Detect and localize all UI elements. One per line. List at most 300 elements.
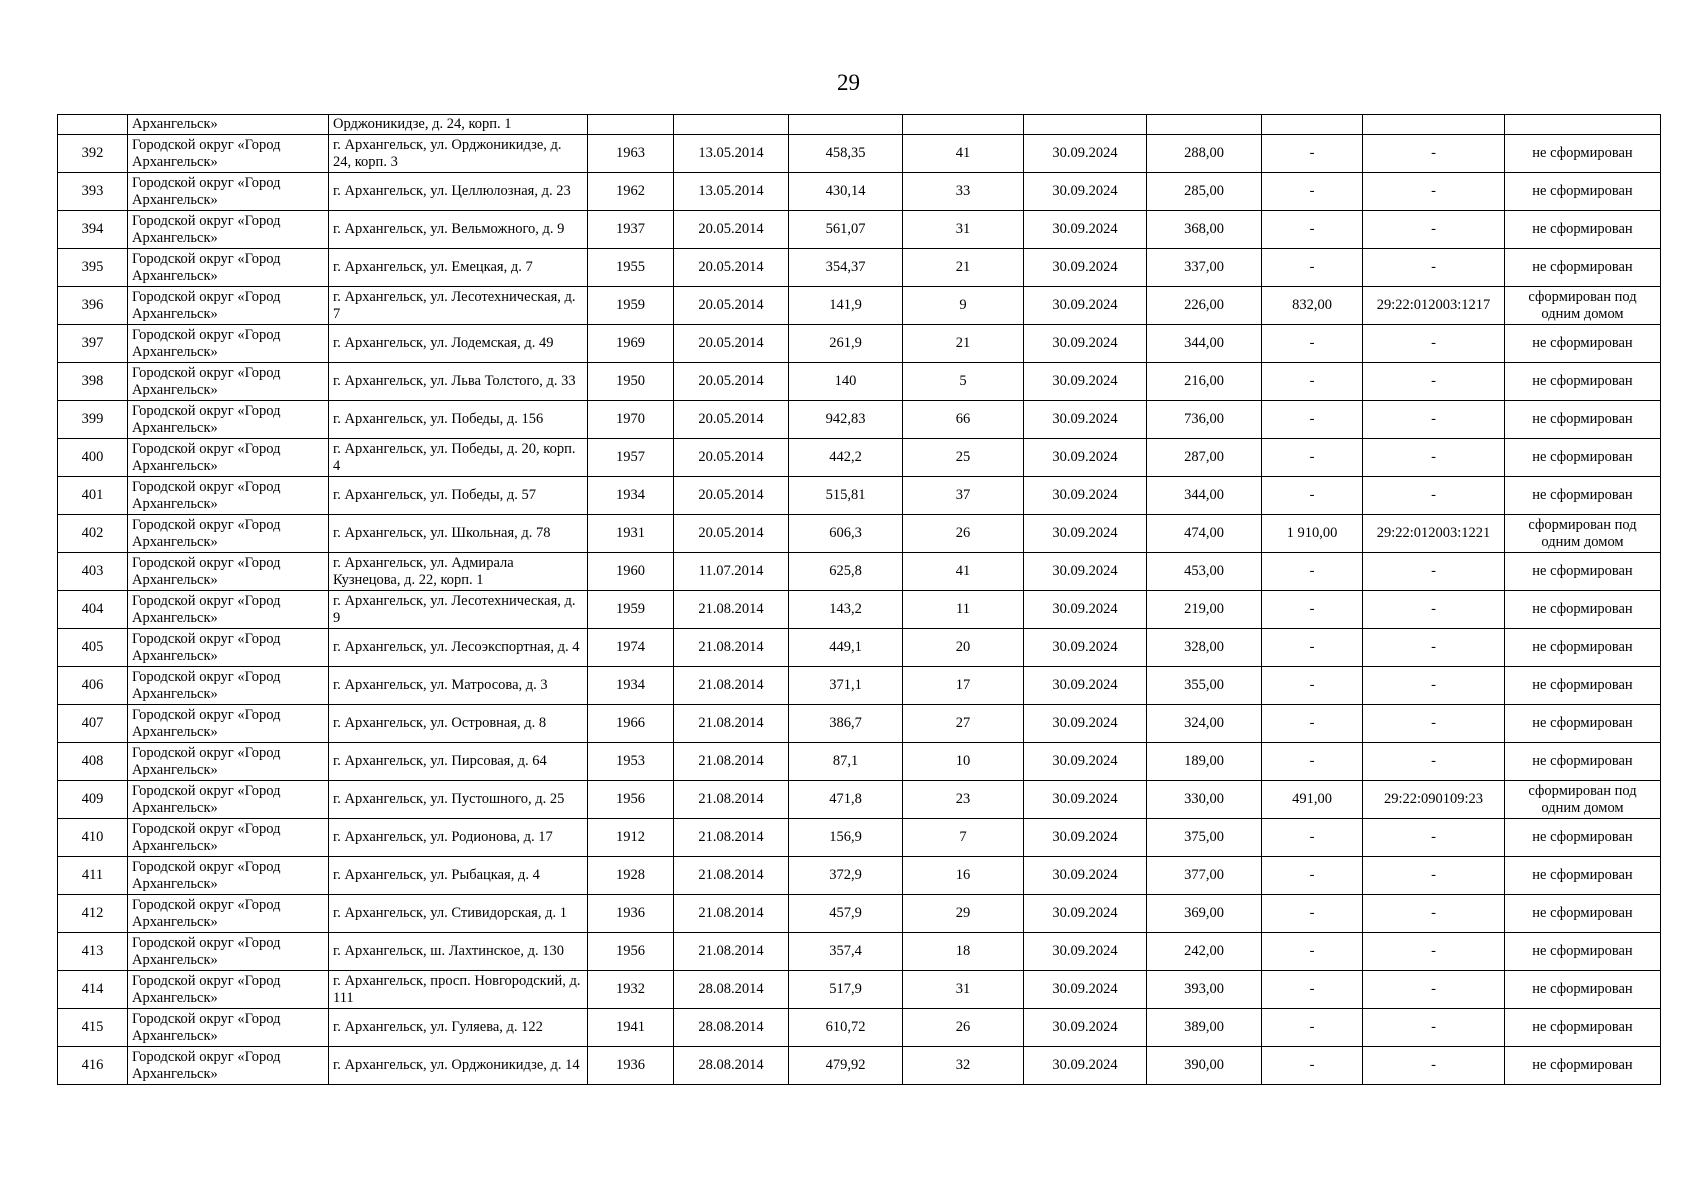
cell-status: не сформирован [1505, 553, 1661, 591]
table-row [58, 933, 1661, 971]
cell-num: 409 [58, 781, 128, 819]
cell-value: 377,00 [1147, 857, 1262, 895]
cell-cadastral: - [1363, 591, 1505, 629]
cell-address: г. Архангельск, ул. Матросова, д. 3 [329, 667, 588, 705]
cell-area: 515,81 [789, 477, 903, 515]
table-row [58, 857, 1661, 895]
cell-area: 517,9 [789, 971, 903, 1009]
cell-value: 736,00 [1147, 401, 1262, 439]
cell-area: 140 [789, 363, 903, 401]
cell-value: 390,00 [1147, 1047, 1262, 1085]
cell-address: г. Архангельск, ул. Победы, д. 20, корп. 4 [329, 439, 588, 477]
cell-status [1505, 115, 1661, 135]
cell-plot-area: - [1262, 933, 1363, 971]
cell-municipality: Городской округ «Город Архангельск» [128, 857, 329, 895]
cell-address: г. Архангельск, ул. Пирсовая, д. 64 [329, 743, 588, 781]
cell-residents: 16 [903, 857, 1024, 895]
cell-residents: 20 [903, 629, 1024, 667]
cell-address: г. Архангельск, ул. Пустошного, д. 25 [329, 781, 588, 819]
cell-residents: 33 [903, 173, 1024, 211]
cell-residents: 10 [903, 743, 1024, 781]
cell-residents: 31 [903, 971, 1024, 1009]
cell-num: 410 [58, 819, 128, 857]
cell-cadastral: - [1363, 135, 1505, 173]
cell-year: 1956 [588, 781, 674, 819]
cell-num: 402 [58, 515, 128, 553]
cell-value: 216,00 [1147, 363, 1262, 401]
cell-num: 415 [58, 1009, 128, 1047]
cell-date: 21.08.2014 [674, 667, 789, 705]
cell-cadastral: 29:22:012003:1217 [1363, 287, 1505, 325]
table-row [58, 439, 1661, 477]
cell-status: не сформирован [1505, 629, 1661, 667]
cell-year: 1953 [588, 743, 674, 781]
cell-residents: 32 [903, 1047, 1024, 1085]
cell-cadastral: - [1363, 971, 1505, 1009]
cell-status: не сформирован [1505, 971, 1661, 1009]
cell-residents: 26 [903, 515, 1024, 553]
cell-plot-area: - [1262, 743, 1363, 781]
cell-area: 457,9 [789, 895, 903, 933]
cell-value: 344,00 [1147, 477, 1262, 515]
cell-plot-area: - [1262, 401, 1363, 439]
cell-cadastral: 29:22:090109:23 [1363, 781, 1505, 819]
cell-cadastral: - [1363, 363, 1505, 401]
cell-plot-area: - [1262, 363, 1363, 401]
cell-value: 368,00 [1147, 211, 1262, 249]
cell-cadastral: - [1363, 819, 1505, 857]
cell-year: 1937 [588, 211, 674, 249]
cell-plot-area: - [1262, 895, 1363, 933]
cell-address: г. Архангельск, просп. Новгородский, д. 111 [329, 971, 588, 1009]
cell-status: не сформирован [1505, 1009, 1661, 1047]
cell-cadastral: - [1363, 477, 1505, 515]
table-row [58, 743, 1661, 781]
cell-year: 1932 [588, 971, 674, 1009]
cell-year: 1941 [588, 1009, 674, 1047]
cell-value: 288,00 [1147, 135, 1262, 173]
cell-municipality: Городской округ «Город Архангельск» [128, 743, 329, 781]
cell-plot-area: 491,00 [1262, 781, 1363, 819]
cell-residents: 21 [903, 325, 1024, 363]
cell-year: 1956 [588, 933, 674, 971]
cell-plot-area: 832,00 [1262, 287, 1363, 325]
cell-residents: 11 [903, 591, 1024, 629]
cell-plot-area: - [1262, 629, 1363, 667]
cell-year: 1963 [588, 135, 674, 173]
cell-deadline: 30.09.2024 [1024, 667, 1147, 705]
cell-cadastral: - [1363, 895, 1505, 933]
cell-residents: 27 [903, 705, 1024, 743]
cell-num: 413 [58, 933, 128, 971]
cell-area: 449,1 [789, 629, 903, 667]
cell-area: 430,14 [789, 173, 903, 211]
cell-value: 355,00 [1147, 667, 1262, 705]
cell-address: г. Архангельск, ул. Школьная, д. 78 [329, 515, 588, 553]
cell-municipality: Городской округ «Город Архангельск» [128, 515, 329, 553]
cell-municipality: Городской округ «Город Архангельск» [128, 553, 329, 591]
cell-deadline: 30.09.2024 [1024, 1009, 1147, 1047]
cell-cadastral: - [1363, 249, 1505, 287]
cell-cadastral: - [1363, 211, 1505, 249]
cell-address: г. Архангельск, ул. Родионова, д. 17 [329, 819, 588, 857]
cell-deadline: 30.09.2024 [1024, 857, 1147, 895]
cell-area: 442,2 [789, 439, 903, 477]
cell-plot-area [1262, 115, 1363, 135]
cell-value: 375,00 [1147, 819, 1262, 857]
cell-municipality: Городской округ «Город Архангельск» [128, 287, 329, 325]
cell-residents: 37 [903, 477, 1024, 515]
cell-date: 21.08.2014 [674, 705, 789, 743]
cell-year: 1950 [588, 363, 674, 401]
cell-value: 285,00 [1147, 173, 1262, 211]
cell-status: не сформирован [1505, 1047, 1661, 1085]
cell-area [789, 115, 903, 135]
table-row [58, 249, 1661, 287]
cell-address: г. Архангельск, ул. Вельможного, д. 9 [329, 211, 588, 249]
cell-area: 625,8 [789, 553, 903, 591]
cell-value: 189,00 [1147, 743, 1262, 781]
table-row [58, 591, 1661, 629]
cell-status: не сформирован [1505, 135, 1661, 173]
cell-area: 372,9 [789, 857, 903, 895]
cell-plot-area: - [1262, 249, 1363, 287]
table-row [58, 971, 1661, 1009]
cell-deadline: 30.09.2024 [1024, 401, 1147, 439]
cell-date: 20.05.2014 [674, 515, 789, 553]
cell-date: 20.05.2014 [674, 325, 789, 363]
cell-municipality: Городской округ «Город Архангельск» [128, 439, 329, 477]
cell-num: 416 [58, 1047, 128, 1085]
cell-address: г. Архангельск, ул. Рыбацкая, д. 4 [329, 857, 588, 895]
cell-municipality: Городской округ «Город Архангельск» [128, 1047, 329, 1085]
cell-residents: 21 [903, 249, 1024, 287]
cell-date: 28.08.2014 [674, 1047, 789, 1085]
cell-deadline: 30.09.2024 [1024, 629, 1147, 667]
cell-num: 399 [58, 401, 128, 439]
cell-plot-area: - [1262, 591, 1363, 629]
cell-address: г. Архангельск, ул. Орджоникидзе, д. 14 [329, 1047, 588, 1085]
cell-municipality: Городской округ «Город Архангельск» [128, 211, 329, 249]
cell-residents: 41 [903, 553, 1024, 591]
cell-date: 20.05.2014 [674, 439, 789, 477]
cell-date: 20.05.2014 [674, 211, 789, 249]
cell-num: 401 [58, 477, 128, 515]
cell-municipality: Городской округ «Город Архангельск» [128, 895, 329, 933]
cell-address: г. Архангельск, ул. Лесоэкспортная, д. 4 [329, 629, 588, 667]
cell-value: 219,00 [1147, 591, 1262, 629]
cell-plot-area: - [1262, 439, 1363, 477]
cell-cadastral: - [1363, 705, 1505, 743]
cell-plot-area: - [1262, 1047, 1363, 1085]
cell-year: 1962 [588, 173, 674, 211]
cell-date: 13.05.2014 [674, 173, 789, 211]
cell-value: 242,00 [1147, 933, 1262, 971]
table-row [58, 477, 1661, 515]
cell-area: 561,07 [789, 211, 903, 249]
cell-address: г. Архангельск, ул. Лодемская, д. 49 [329, 325, 588, 363]
table-row [58, 1009, 1661, 1047]
table-row [58, 1047, 1661, 1085]
cell-municipality: Городской округ «Город Архангельск» [128, 591, 329, 629]
table-row [58, 173, 1661, 211]
table-row [58, 667, 1661, 705]
cell-num: 407 [58, 705, 128, 743]
cell-area: 156,9 [789, 819, 903, 857]
cell-year: 1959 [588, 591, 674, 629]
cell-value: 393,00 [1147, 971, 1262, 1009]
cell-plot-area: - [1262, 1009, 1363, 1047]
cell-year: 1970 [588, 401, 674, 439]
cell-cadastral: - [1363, 439, 1505, 477]
cell-year: 1936 [588, 895, 674, 933]
cell-deadline: 30.09.2024 [1024, 743, 1147, 781]
table-row [58, 401, 1661, 439]
cell-area: 386,7 [789, 705, 903, 743]
cell-municipality: Городской округ «Город Архангельск» [128, 971, 329, 1009]
cell-deadline: 30.09.2024 [1024, 553, 1147, 591]
cell-cadastral: - [1363, 1009, 1505, 1047]
cell-cadastral: - [1363, 743, 1505, 781]
cell-status: не сформирован [1505, 743, 1661, 781]
cell-status: не сформирован [1505, 667, 1661, 705]
cell-value: 344,00 [1147, 325, 1262, 363]
table-row [58, 781, 1661, 819]
cell-status: не сформирован [1505, 705, 1661, 743]
cell-address: Орджоникидзе, д. 24, корп. 1 [329, 115, 588, 135]
cell-residents: 9 [903, 287, 1024, 325]
cell-value: 389,00 [1147, 1009, 1262, 1047]
table-row [58, 325, 1661, 363]
cell-year: 1959 [588, 287, 674, 325]
cell-date: 21.08.2014 [674, 895, 789, 933]
cell-value: 226,00 [1147, 287, 1262, 325]
cell-num: 392 [58, 135, 128, 173]
cell-plot-area: - [1262, 477, 1363, 515]
table-row [58, 515, 1661, 553]
cell-status: не сформирован [1505, 439, 1661, 477]
cell-status: не сформирован [1505, 363, 1661, 401]
cell-date: 21.08.2014 [674, 743, 789, 781]
cell-area: 354,37 [789, 249, 903, 287]
cell-cadastral: - [1363, 667, 1505, 705]
table-row [58, 895, 1661, 933]
cell-date: 21.08.2014 [674, 781, 789, 819]
cell-cadastral: - [1363, 401, 1505, 439]
cell-deadline: 30.09.2024 [1024, 933, 1147, 971]
continuation-row [58, 115, 1661, 135]
cell-municipality: Городской округ «Город Архангельск» [128, 363, 329, 401]
cell-cadastral: - [1363, 553, 1505, 591]
cell-deadline: 30.09.2024 [1024, 515, 1147, 553]
cell-deadline: 30.09.2024 [1024, 211, 1147, 249]
cell-value: 474,00 [1147, 515, 1262, 553]
cell-deadline: 30.09.2024 [1024, 1047, 1147, 1085]
cell-area: 357,4 [789, 933, 903, 971]
cell-value: 328,00 [1147, 629, 1262, 667]
cell-residents: 7 [903, 819, 1024, 857]
cell-municipality: Городской округ «Город Архангельск» [128, 135, 329, 173]
cell-address: г. Архангельск, ул. Лесотехническая, д. 7 [329, 287, 588, 325]
cell-date: 28.08.2014 [674, 1009, 789, 1047]
cell-value: 369,00 [1147, 895, 1262, 933]
cell-area: 606,3 [789, 515, 903, 553]
cell-residents: 29 [903, 895, 1024, 933]
cell-address: г. Архангельск, ул. Орджоникидзе, д. 24, корп. 3 [329, 135, 588, 173]
cell-address: г. Архангельск, ул. Целлюлозная, д. 23 [329, 173, 588, 211]
cell-deadline: 30.09.2024 [1024, 249, 1147, 287]
cell-year: 1974 [588, 629, 674, 667]
cell-status: не сформирован [1505, 249, 1661, 287]
cell-num: 398 [58, 363, 128, 401]
cell-date: 20.05.2014 [674, 401, 789, 439]
cell-cadastral: - [1363, 933, 1505, 971]
cell-cadastral: - [1363, 325, 1505, 363]
cell-status: не сформирован [1505, 211, 1661, 249]
cell-num: 400 [58, 439, 128, 477]
cell-year: 1960 [588, 553, 674, 591]
cell-date: 21.08.2014 [674, 857, 789, 895]
cell-num: 393 [58, 173, 128, 211]
cell-plot-area: - [1262, 857, 1363, 895]
cell-residents: 41 [903, 135, 1024, 173]
cell-value: 324,00 [1147, 705, 1262, 743]
cell-num [58, 115, 128, 135]
cell-residents: 17 [903, 667, 1024, 705]
cell-status: не сформирован [1505, 591, 1661, 629]
cell-plot-area: - [1262, 971, 1363, 1009]
cell-residents: 5 [903, 363, 1024, 401]
cell-residents: 66 [903, 401, 1024, 439]
cell-plot-area: - [1262, 553, 1363, 591]
cell-year: 1934 [588, 667, 674, 705]
cell-status: сформирован под одним домом [1505, 781, 1661, 819]
table-row [58, 629, 1661, 667]
cell-num: 394 [58, 211, 128, 249]
registry-table [57, 114, 1661, 1085]
cell-address: г. Архангельск, ул. Стивидорская, д. 1 [329, 895, 588, 933]
cell-deadline: 30.09.2024 [1024, 325, 1147, 363]
cell-deadline: 30.09.2024 [1024, 705, 1147, 743]
cell-num: 405 [58, 629, 128, 667]
cell-plot-area: - [1262, 135, 1363, 173]
cell-municipality: Городской округ «Город Архангельск» [128, 667, 329, 705]
cell-status: не сформирован [1505, 895, 1661, 933]
cell-municipality: Городской округ «Город Архангельск» [128, 249, 329, 287]
cell-value [1147, 115, 1262, 135]
cell-municipality: Архангельск» [128, 115, 329, 135]
cell-status: не сформирован [1505, 477, 1661, 515]
cell-year: 1936 [588, 1047, 674, 1085]
cell-cadastral: 29:22:012003:1221 [1363, 515, 1505, 553]
cell-residents: 25 [903, 439, 1024, 477]
cell-plot-area: 1 910,00 [1262, 515, 1363, 553]
cell-status: не сформирован [1505, 857, 1661, 895]
cell-year: 1957 [588, 439, 674, 477]
cell-date [674, 115, 789, 135]
cell-area: 479,92 [789, 1047, 903, 1085]
cell-date: 20.05.2014 [674, 287, 789, 325]
cell-area: 143,2 [789, 591, 903, 629]
cell-year: 1912 [588, 819, 674, 857]
cell-value: 453,00 [1147, 553, 1262, 591]
cell-municipality: Городской округ «Город Архангельск» [128, 819, 329, 857]
cell-year: 1928 [588, 857, 674, 895]
cell-date: 21.08.2014 [674, 591, 789, 629]
cell-plot-area: - [1262, 667, 1363, 705]
cell-status: сформирован под одним домом [1505, 287, 1661, 325]
cell-address: г. Архангельск, ул. Адмирала Кузнецова, д. 22, корп. 1 [329, 553, 588, 591]
table-row [58, 287, 1661, 325]
cell-address: г. Архангельск, ул. Гуляева, д. 122 [329, 1009, 588, 1047]
cell-date: 21.08.2014 [674, 933, 789, 971]
cell-area: 610,72 [789, 1009, 903, 1047]
cell-deadline: 30.09.2024 [1024, 819, 1147, 857]
table-row [58, 135, 1661, 173]
cell-year: 1934 [588, 477, 674, 515]
table-row [58, 819, 1661, 857]
cell-num: 411 [58, 857, 128, 895]
cell-num: 403 [58, 553, 128, 591]
cell-municipality: Городской округ «Город Архангельск» [128, 325, 329, 363]
cell-cadastral: - [1363, 857, 1505, 895]
cell-plot-area: - [1262, 173, 1363, 211]
cell-municipality: Городской округ «Город Архангельск» [128, 173, 329, 211]
cell-num: 397 [58, 325, 128, 363]
cell-status: не сформирован [1505, 933, 1661, 971]
cell-cadastral: - [1363, 629, 1505, 667]
cell-deadline: 30.09.2024 [1024, 971, 1147, 1009]
cell-municipality: Городской округ «Город Архангельск» [128, 401, 329, 439]
cell-area: 371,1 [789, 667, 903, 705]
cell-address: г. Архангельск, ул. Льва Толстого, д. 33 [329, 363, 588, 401]
cell-municipality: Городской округ «Город Архангельск» [128, 781, 329, 819]
cell-year: 1955 [588, 249, 674, 287]
cell-deadline: 30.09.2024 [1024, 439, 1147, 477]
cell-num: 395 [58, 249, 128, 287]
cell-plot-area: - [1262, 705, 1363, 743]
cell-area: 87,1 [789, 743, 903, 781]
cell-value: 287,00 [1147, 439, 1262, 477]
cell-municipality: Городской округ «Город Архангельск» [128, 705, 329, 743]
table-row [58, 211, 1661, 249]
cell-cadastral [1363, 115, 1505, 135]
cell-address: г. Архангельск, ул. Лесотехническая, д. 9 [329, 591, 588, 629]
cell-deadline: 30.09.2024 [1024, 591, 1147, 629]
cell-num: 408 [58, 743, 128, 781]
cell-year: 1931 [588, 515, 674, 553]
cell-address: г. Архангельск, ш. Лахтинское, д. 130 [329, 933, 588, 971]
table-row [58, 705, 1661, 743]
cell-residents: 23 [903, 781, 1024, 819]
table-row [58, 553, 1661, 591]
cell-date: 20.05.2014 [674, 477, 789, 515]
cell-num: 414 [58, 971, 128, 1009]
cell-date: 21.08.2014 [674, 629, 789, 667]
cell-area: 458,35 [789, 135, 903, 173]
cell-address: г. Архангельск, ул. Островная, д. 8 [329, 705, 588, 743]
cell-deadline: 30.09.2024 [1024, 173, 1147, 211]
cell-date: 11.07.2014 [674, 553, 789, 591]
cell-deadline [1024, 115, 1147, 135]
cell-municipality: Городской округ «Город Архангельск» [128, 1009, 329, 1047]
cell-address: г. Архангельск, ул. Победы, д. 156 [329, 401, 588, 439]
cell-area: 141,9 [789, 287, 903, 325]
cell-plot-area: - [1262, 325, 1363, 363]
cell-date: 20.05.2014 [674, 249, 789, 287]
cell-value: 330,00 [1147, 781, 1262, 819]
cell-num: 404 [58, 591, 128, 629]
